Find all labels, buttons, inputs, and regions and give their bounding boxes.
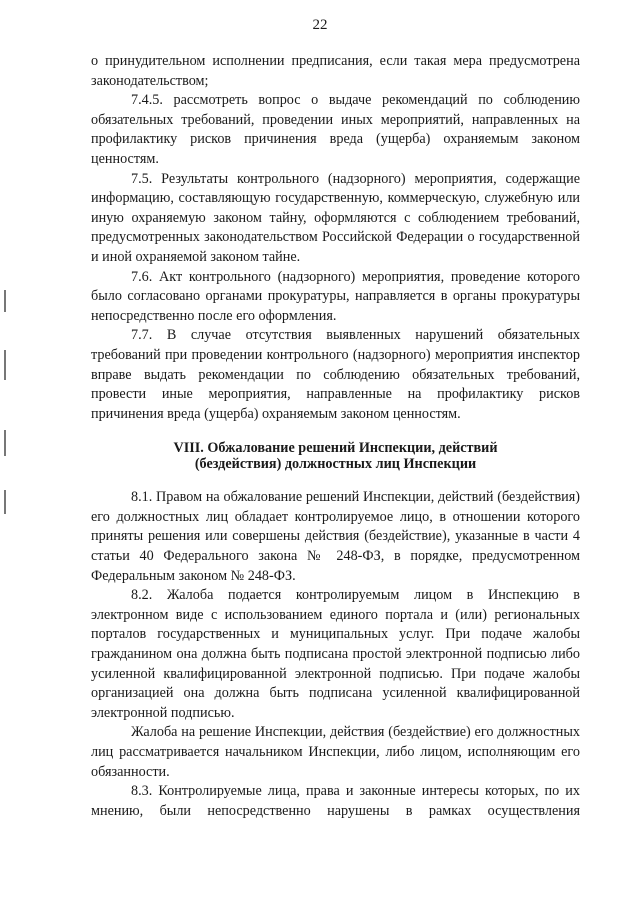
section-heading <box>91 440 580 472</box>
section-heading-line-1: VIII. Обжалование решений Инспекции, действий <box>173 440 498 457</box>
paragraph-7-7: 7.7. В случае отсутствия выявленных нарушений обязательных требований при проведении контрольного (надзорного) мероприятия инспектор вправе выдать рекомендации по соблюдению обязательных требований, провести иные мероприятия, направленные на профилактику рисков причинения вреда (ущерба) охраняемым законом ценностям. <box>91 327 580 422</box>
paragraph-8-1: 8.1. Правом на обжалование решений Инспекции, действий (бездействия) его должностных лиц обладает контролируемое лицо, в отношении которого приняты решения или совершены действия (бездействие), указанные в части 4 статьи 40 Федерального закона № 248-ФЗ, в порядке, предусмотренном Федеральным законом № 248-ФЗ. <box>91 489 580 584</box>
document-body <box>91 52 580 821</box>
paragraph-7-4-5: 7.4.5. рассмотреть вопрос о выдаче рекомендаций по соблюдению обязательных требований, проведении иных мероприятий, направленных на профилактику рисков причинения вреда (ущерба) охраняемым законом ценностям. <box>91 92 580 167</box>
paragraph-8-3: 8.3. Контролируемые лица, права и законные интересы которых, по их мнению, были непосредственно нарушены в рамках осуществления <box>91 783 580 819</box>
paragraph-7-6: 7.6. Акт контрольного (надзорного) мероприятия, проведение которого было согласовано органами прокуратуры, направляется в органы прокуратуры непосредственно после его оформления. <box>91 268 580 324</box>
paragraph-continuation: о принудительном исполнении предписания, если такая мера предусмотрена законодательством; <box>91 53 580 89</box>
paragraph-complaint: Жалоба на решение Инспекции, действия (бездействие) его должностных лиц рассматривается начальником Инспекции, либо лицом, исполняющим его обязанности. <box>91 724 580 780</box>
scan-margin-marks <box>4 290 7 520</box>
section-heading-line-2: (бездействия) должностных лиц Инспекции <box>194 456 477 473</box>
paragraph-7-5: 7.5. Результаты контрольного (надзорного) мероприятия, содержащие информацию, составляющую государственную, коммерческую, служебную или иную охраняемую законом тайну, оформляются с соблюдением требований, предусмотренных законодательством Российской Федерации о государственной и иной охраняемой законом тайне. <box>91 170 580 265</box>
paragraph-8-2: 8.2. Жалоба подается контролируемым лицом в Инспекцию в электронном виде с использованием единого портала и (или) региональных порталов государственных и муниципальных услуг. При подаче жалобы гражданином она должна быть подписана простой электронной подписью либо усиленной квалифицированной электронной подписью. При подаче жалобы организацией она должна быть подписана усиленной квалифицированной электронной подписью. <box>91 587 580 721</box>
page-number: 22 <box>312 17 328 33</box>
